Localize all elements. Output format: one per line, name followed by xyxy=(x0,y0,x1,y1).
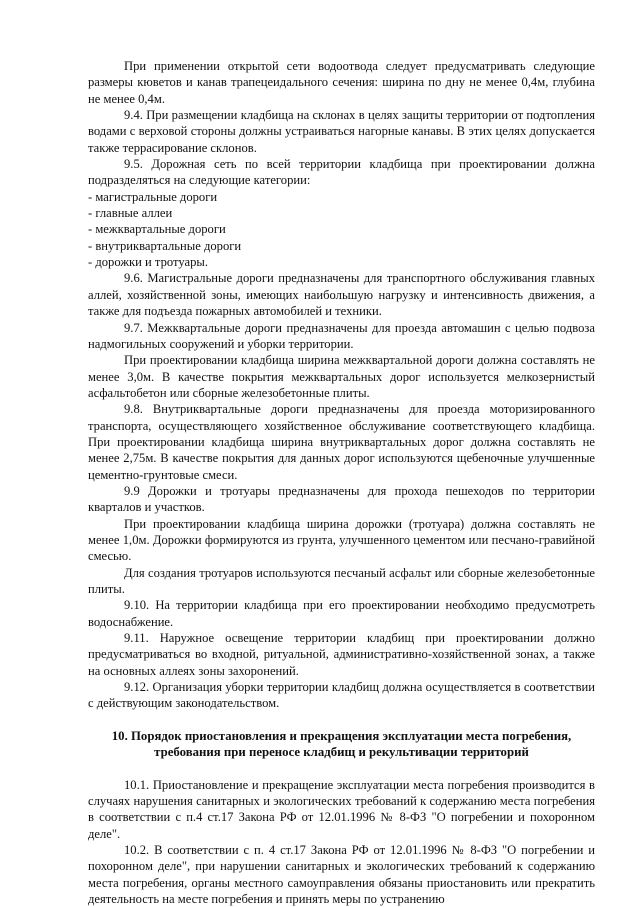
paragraph-9-5: 9.5. Дорожная сеть по всей территории кладбища при проектировании должна подразделяться на следующие категории: xyxy=(88,157,595,188)
section-spacer xyxy=(88,712,595,728)
paragraph-9-11: 9.11. Наружное освещение территории кладбищ при проектировании должно предусматриваться во входной, ритуальной, административно-хозяйственной зонах, а также на основных аллеях зоны захоронений. xyxy=(88,631,595,678)
paragraph-drainage: При применении открытой сети водоотвода следует предусматривать следующие размеры кюветов и канав трапецеидального сечения: ширина по дну не менее 0,4м, глубина не менее 0,4м. xyxy=(88,59,595,106)
paragraph-9-9: 9.9 Дорожки и тротуары предназначены для прохода пешеходов по территории кварталов и участков. xyxy=(88,483,595,515)
paragraph-9-7: 9.7. Межквартальные дороги предназначены для проезда автомашин с целью подвоза надмогильных сооружений и уборки территории. xyxy=(88,320,595,351)
list-item: - дорожки и тротуары. xyxy=(88,255,208,270)
paragraph-9-9-width: При проектировании кладбища ширина дорожки (тротуара) должна составлять не менее 1,0м. Дорожки формируются из грунта, улучшенного цементом или песчано-гравийной смесью. xyxy=(88,516,595,564)
paragraph-10-2: 10.2. В соответствии с п. 4 ст.17 Закона РФ от 12.01.1996 № 8-ФЗ "О погребении и похоронном деле", при нарушении санитарных и экологических требований к содержанию места погребения, органы местного самоуправления обязаны приостановить или прекратить деятельность на месте погребения и принять меры по устранению xyxy=(88,842,595,906)
list-item: - магистральные дороги xyxy=(88,189,218,204)
paragraph-9-6: 9.6. Магистральные дороги предназначены для транспортного обслуживания главных аллей, хозяйственной зоны, имеющих наибольшую нагрузку и интенсивность движения, а также для подъезда пожарных автомобилей и техники. xyxy=(88,271,595,319)
paragraph-9-9-sidewalks: Для создания тротуаров используются песчаный асфальт или сборные железобетонные плиты. xyxy=(88,565,595,596)
section-heading-line: требования при переносе кладбищ и рекультивации территорий xyxy=(154,745,529,760)
list-item: - внутриквартальные дороги xyxy=(88,238,242,253)
paragraph-9-10: 9.10. На территории кладбища при его проектировании необходимо предусмотреть водоснабжение. xyxy=(88,598,595,629)
paragraph-9-12: 9.12. Организация уборки территории кладбищ должна осуществляется в соответствии с действующим законодательством. xyxy=(88,680,595,711)
section-heading-line: 10. Порядок приостановления и прекращения эксплуатации места погребения, xyxy=(111,728,572,743)
section-10-heading xyxy=(88,728,595,761)
list-item: - главные аллеи xyxy=(88,206,173,221)
section-spacer xyxy=(88,761,595,777)
paragraph-9-7-width: При проектировании кладбища ширина межквартальной дороги должна составлять не менее 3,0м. В качестве покрытия межквартальных дорог используется мелкозернистый асфальтобетон или сборные железобетонные плиты. xyxy=(88,353,595,400)
paragraph-10-1: 10.1. Приостановление и прекращение эксплуатации места погребения производится в случаях нарушения санитарных и экологических требований к содержанию места погребения в соответствии с п.4 ст.17 Закона РФ от 12.01.1996 № 8-ФЗ "О погребении и похоронном деле". xyxy=(88,777,595,841)
paragraph-9-8: 9.8. Внутриквартальные дороги предназначены для проезда моторизированного транспорта, осуществляющего хозяйственное обслуживание соответствующего кладбища. При проектировании кладбища ширина внутриквартальных дорог должна составлять не менее 2,75м. В качестве покрытия для данных дорог используются щебеночные улучшенные цементно-грунтовые смеси. xyxy=(88,402,595,482)
paragraph-9-4: 9.4. При размещении кладбища на склонах в целях защиты территории от подтопления водами с верховой стороны должны устраиваться нагорные канавы. В этих целях допускается также террасирование склонов. xyxy=(88,108,595,155)
road-category-list xyxy=(88,189,595,271)
list-item: - межквартальные дороги xyxy=(88,222,226,237)
